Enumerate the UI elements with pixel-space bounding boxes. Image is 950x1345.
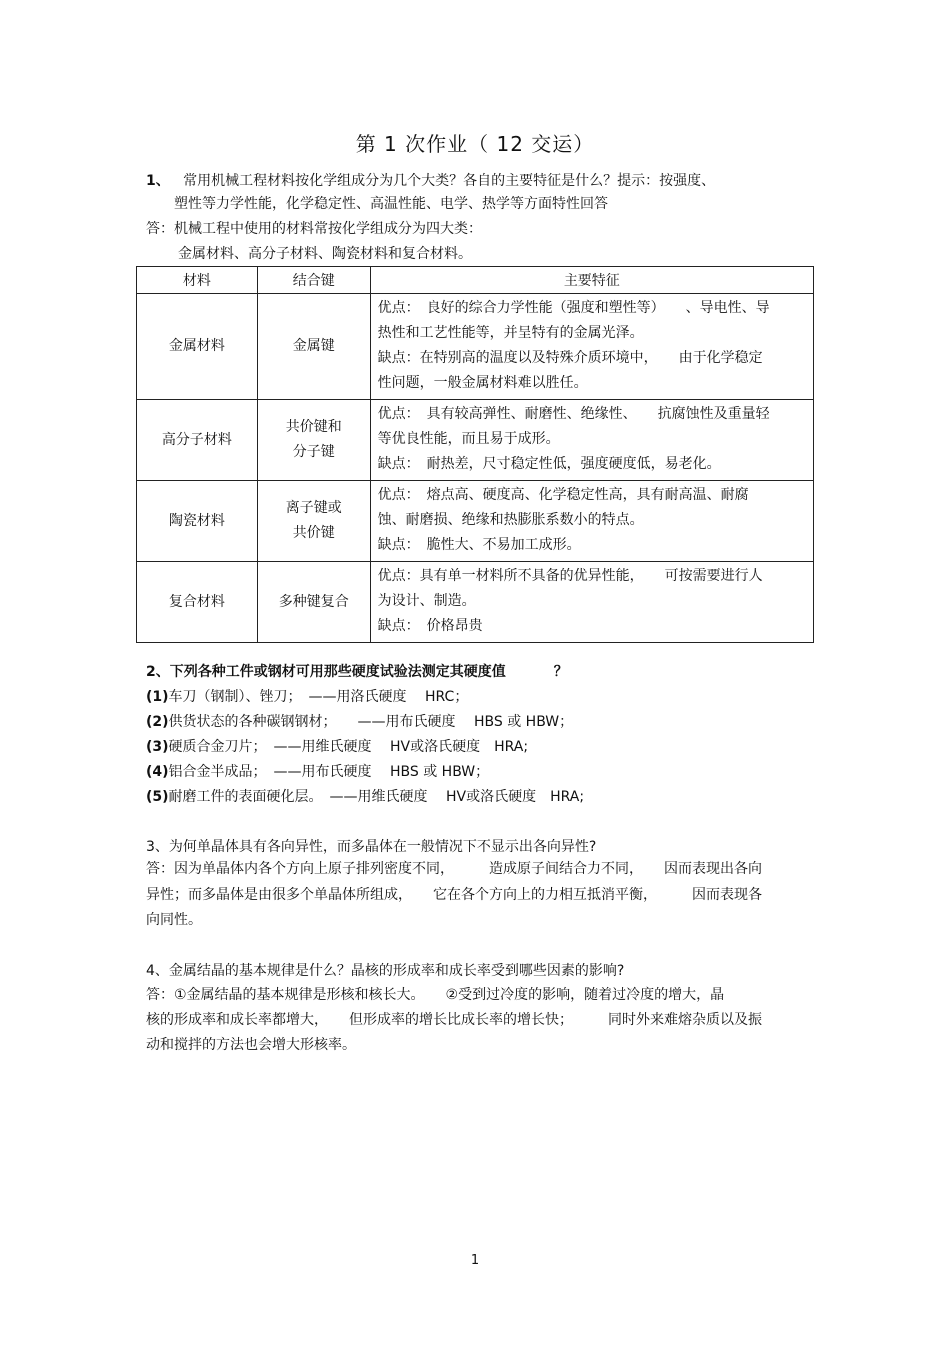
q2-question-text: 2、下列各种工件或钢材可用那些硬度试验法测定其硬度值 [146,664,506,680]
q1-answer-line2: 金属材料、高分子材料、陶瓷材料和复合材料。 [178,246,472,262]
q1-question-line2: 塑性等力学性能，化学稳定性、高温性能、电学、热学等方面特性回答 [174,196,608,212]
q4-question: 4、金属结晶的基本规律是什么？晶核的形成率和成长率受到哪些因素的影响? [146,963,625,979]
q4-answer-line: 答：①金属结晶的基本规律是形核和核长大。 ②受到过冷度的影响，随着过冷度的增大，晶 [146,987,725,1003]
bond-line: 共价键和 [285,419,342,435]
q2-item-number: (2) [146,714,169,730]
bond-cell [257,481,370,562]
q2-item-text: 硬质合金刀片； ——用维氏硬度 HV或洛氏硬度 HRA; [168,739,529,755]
material-cell: 金属材料 [137,294,258,400]
bond-line: 金属键 [292,338,335,354]
features-cell [370,400,813,481]
bond-line: 分子键 [292,444,335,460]
q2-item-number: (1) [146,689,169,705]
q2-item-text: 供货状态的各种碳钢钢材； ——用布氏硬度 HBS 或 HBW； [168,714,574,730]
q2-item [146,736,528,758]
q1-answer-line1: 答：机械工程中使用的材料常按化学组成分为四大类： [146,221,482,237]
table-row [137,294,814,400]
material-cell: 高分子材料 [137,400,258,481]
q2-question [146,661,568,683]
q2-item-text: 车刀（钢制）、锉刀； ——用洛氏硬度 HRC； [168,689,469,705]
features-cell [370,294,813,400]
q2-item [146,711,573,733]
page-title: 第 1 次作业（ 12 交运） [355,132,595,156]
table-row [137,562,814,643]
feature-line: 为设计、制造。 [377,593,476,609]
q4-answer-line: 动和搅拌的方法也会增大形核率。 [146,1037,356,1053]
header-material: 材料 [137,267,258,294]
q3-answer-line: 异性；而多晶体是由很多个单晶体所组成， 它在各个方向上的力相互抵消平衡， 因而表现各 [146,887,762,903]
table-row [137,481,814,562]
feature-line: 蚀、耐磨损、绝缘和热膨胀系数小的特点。 [377,512,644,528]
feature-line: 缺点： 价格昂贵 [377,618,483,634]
q2-item [146,786,584,808]
q2-question-mark: ？ [553,664,568,680]
q2-item [146,686,468,708]
feature-line: 缺点：在特别高的温度以及特殊介质环境中， 由于化学稳定 [377,350,763,366]
q2-item-number: (5) [146,789,169,805]
q2-item-number: (4) [146,764,169,780]
bond-line: 共价键 [292,525,335,541]
header-bond: 结合键 [257,267,370,294]
features-cell [370,562,813,643]
q4-answer-line: 核的形成率和成长率都增大， 但形成率的增长比成长率的增长快； 同时外来难熔杂质以及振 [146,1012,762,1028]
q2-item [146,761,489,783]
material-cell: 陶瓷材料 [137,481,258,562]
q1-question-text1: 常用机械工程材料按化学组成分为几个大类？各自的主要特征是什么？提示：按强度、 [183,173,716,189]
table-header-row [137,267,814,294]
feature-line: 缺点： 脆性大、不易加工成形。 [377,537,581,553]
bond-cell [257,562,370,643]
q2-item-text: 耐磨工件的表面硬化层。 ——用维氏硬度 HV或洛氏硬度 HRA; [168,789,585,805]
q3-answer-line: 答：因为单晶体内各个方向上原子排列密度不同， 造成原子间结合力不同， 因而表现出各向 [146,861,762,877]
feature-line: 优点：具有单一材料所不具备的优异性能， 可按需要进行人 [377,568,763,584]
materials-table [136,266,814,643]
q3-question: 3、为何单晶体具有各向异性，而多晶体在一般情况下不显示出各向异性? [146,839,597,855]
q3-answer-line: 向同性。 [146,912,202,928]
header-features: 主要特征 [370,267,813,294]
q2-item-number: (3) [146,739,169,755]
feature-line: 优点： 具有较高弹性、耐磨性、绝缘性、 抗腐蚀性及重量轻 [377,406,770,422]
feature-line: 热性和工艺性能等，并呈特有的金属光泽。 [377,325,644,341]
material-cell: 复合材料 [137,562,258,643]
q2-item-text: 铝合金半成品； ——用布氏硬度 HBS 或 HBW； [168,764,490,780]
bond-line: 多种键复合 [278,593,349,610]
q1-number: 1、 [146,173,170,189]
feature-line: 优点： 熔点高、硬度高、化学稳定性高，具有耐高温、耐腐 [377,487,749,503]
feature-line: 优点： 良好的综合力学性能（强度和塑性等） 、导电性、导 [377,300,770,316]
features-cell [370,481,813,562]
feature-line: 等优良性能，而且易于成形。 [377,431,560,447]
feature-line: 缺点： 耐热差，尺寸稳定性低，强度硬度低，易老化。 [377,456,721,472]
feature-line: 性问题，一般金属材料难以胜任。 [377,375,588,391]
table-row [137,400,814,481]
bond-cell [257,400,370,481]
bond-line: 离子键或 [285,500,342,516]
page-number: 1 [470,1253,480,1268]
q1-question-line1 [146,170,715,192]
bond-cell [257,294,370,400]
